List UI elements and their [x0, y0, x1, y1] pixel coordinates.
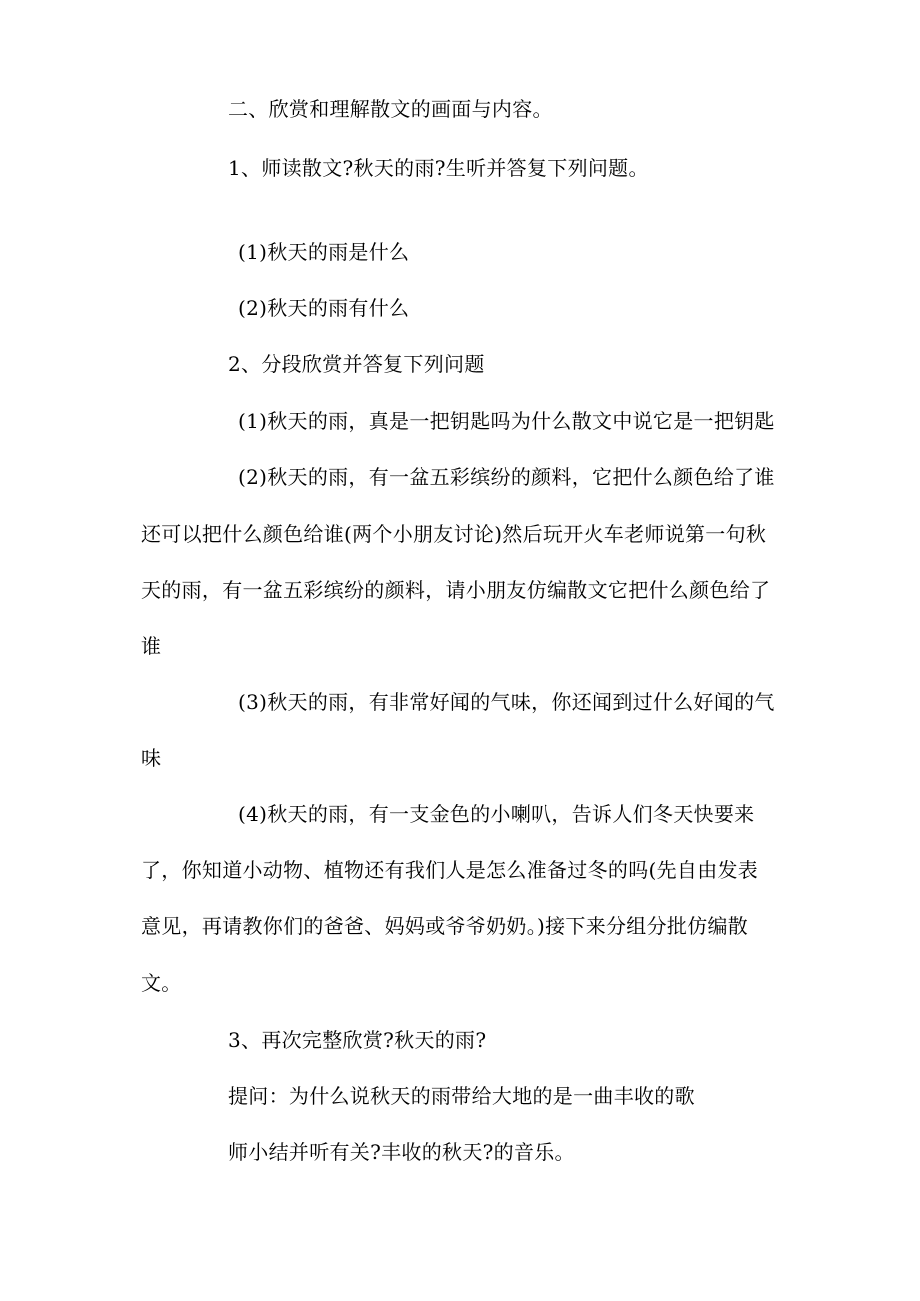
question-2-4-line-1: (4)秋天的雨，有一支金色的小喇叭，告诉人们冬天快要来	[238, 802, 755, 826]
question-2-2-line-3: 天的雨，有一盆五彩缤纷的颜料，请小朋友仿编散文它把什么颜色给了	[141, 578, 771, 602]
question-1-1: (1)秋天的雨是什么	[238, 240, 410, 264]
question-1-2: (2)秋天的雨有什么	[238, 296, 410, 320]
question-2-4-line-4: 文。	[141, 971, 182, 995]
question-2-3-line-1: (3)秋天的雨，有非常好闻的气味，你还闻到过什么好闻的气	[238, 690, 775, 714]
question-2-1: (1)秋天的雨，真是一把钥匙吗为什么散文中说它是一把钥匙	[238, 409, 775, 433]
step-3: 3、再次完整欣赏?秋天的雨?	[228, 1028, 487, 1052]
question-2-2-line-2: 还可以把什么颜色给谁(两个小朋友讨论)然后玩开火车老师说第一句秋	[141, 522, 767, 546]
question-3: 提问：为什么说秋天的雨带给大地的是一曲丰收的歌	[228, 1084, 695, 1108]
teacher-summary: 师小结并听有关?丰收的秋天?的音乐。	[228, 1140, 575, 1164]
step-2: 2、分段欣赏并答复下列问题	[228, 352, 485, 376]
question-2-3-line-2: 味	[141, 746, 162, 770]
step-1: 1、师读散文?秋天的雨?生听并答复下列问题。	[228, 156, 649, 180]
question-2-2-line-4: 谁	[141, 634, 162, 658]
section-heading: 二、欣赏和理解散文的画面与内容。	[228, 97, 553, 121]
question-2-4-line-2: 了，你知道小动物、植物还有我们人是怎么准备过冬的吗(先自由发表	[141, 858, 759, 882]
question-2-4-line-3: 意见，再请教你们的爸爸、妈妈或爷爷奶奶。)接下来分组分批仿编散	[141, 914, 749, 938]
question-2-2-line-1: (2)秋天的雨，有一盆五彩缤纷的颜料，它把什么颜色给了谁	[238, 465, 775, 489]
